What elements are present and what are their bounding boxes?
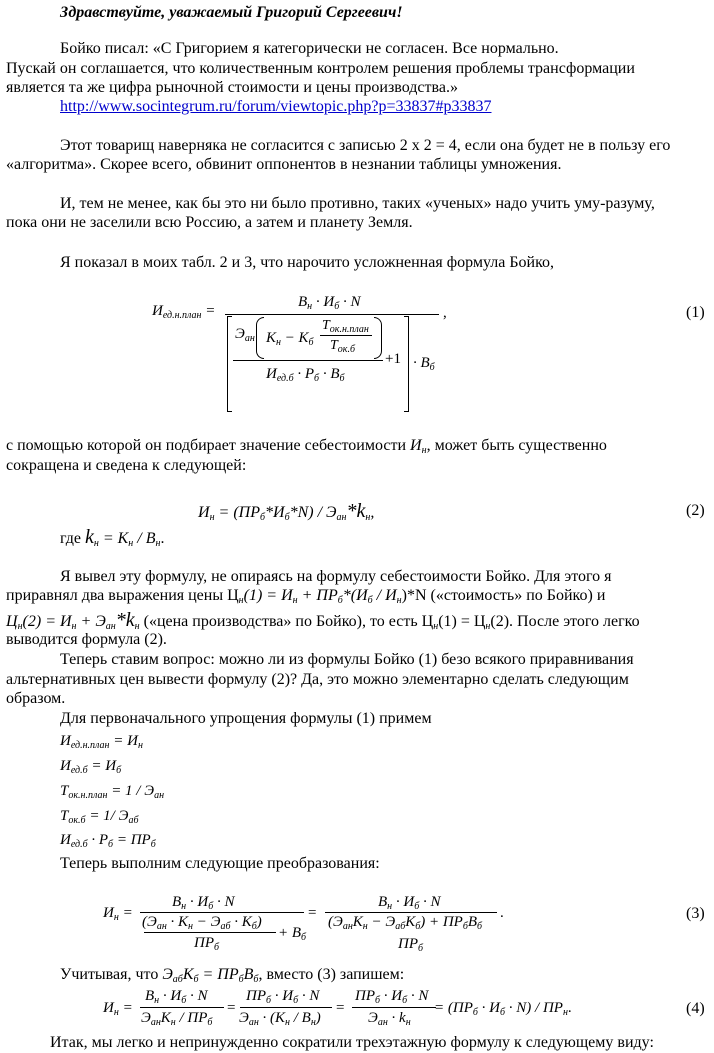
substitution-5: $И_{ед.б} \cdot Р_б = ПР_б$ [60, 832, 156, 850]
para2-line-2: «алгоритма». Скорее всего, обвинит оппонентов в незнании таблицы умножения. [6, 156, 562, 173]
quote-line-3: является та же цифра рыночной стоимости и цены производства.» [6, 79, 458, 96]
substitution-3: $Т_{ок.н.план} = 1 / Э_{ан}$ [60, 783, 165, 801]
para7-line-2: альтернативных цен вывести формулу (2)? Да, это можно элементарно сделать следующим [6, 671, 629, 688]
equation-1-number: (1) [686, 304, 705, 321]
para9: Теперь выполним следующие преобразования: [60, 855, 380, 872]
para3-line-2: пока они не заселили всю Россию, а затем и планету Земля. [6, 214, 413, 231]
para6-line-3: $Ц_н(2) = И_н + Э_{ан}*k_н$ («цена производства» по Бойко), то есть $Ц_н(1) = Ц_н(2)$. После этого легко [6, 609, 640, 632]
equation-2-number: (2) [686, 502, 705, 519]
para6-line-2: приравнял два выражения цены $Ц_н(1) = И_н + ПР_б*(И_б / И_н)*N$ («стоимость» по Бойко) и [6, 587, 606, 606]
equation-4-number: (4) [686, 1000, 705, 1017]
greeting: Здравствуйте, уважаемый Григорий Сергеевич! [60, 4, 403, 21]
substitution-4: $Т_{ок.б} = 1/$ $Э_{аб}$ [60, 808, 139, 826]
equation-2: $И_н = (ПР_б*И_б*N) / Э_{ан}*k_н$, [198, 500, 375, 523]
para2-line-1: Этот товарищ наверняка не согласится с записью 2 х 2 = 4, если она будет не в пользу его [60, 137, 671, 154]
para6-line-1: Я вывел эту формулу, не опираясь на формулу себестоимости Бойко. Для этого я [60, 568, 612, 585]
forum-link[interactable]: http://www.socintegrum.ru/forum/viewtopic.php?p=33837#p33837 [60, 98, 492, 115]
para8: Для первоначального упрощения формулы (1) примем [60, 710, 432, 727]
para3-line-1: И, тем не менее, как бы это ни было противно, таких «ученых» надо учить уму-разуму, [60, 195, 655, 212]
where-line: где $k_н = К_н / В_н$. [60, 526, 165, 549]
para6-line-4: выводится формула (2). [6, 631, 167, 648]
para10: Учитывая, что $Э_{аб}К_б = ПР_бВ_б$, вместо (3) запишем: [60, 966, 405, 985]
document-page: Здравствуйте, уважаемый Григорий Сергеевич! Бойко писал: «С Григорием я категорически не согласен. Все нормально. Пускай он соглашается, что количественным контролем решения проблемы трансформации является та же цифра рыночной стоимости и цены производства.» http://www.socintegrum.ru/forum/viewtopic.php?p=33837#p33837 Этот товарищ наверняка не согласится с записью 2 х 2 = 4, если она будет не в пользу его «алгоритма». Скорее всего, обвинит оппонентов в незнании таблицы умножения. И, тем не менее, как бы это ни было противно, таких «ученых» надо учить уму-разуму, пока они не заселили всю Россию, а затем и планету Земля. Я показал в моих табл. 2 и 3, что нарочито усложненная формула Бойко, $И_{ед.н.план}$ = $В_н \cdot И_б \cdot N$ $Э_{ан}$ $К_н - К_б$ $Т_{ок.н.план}$ $Т_{ок.б}$ $И_{ед.б} \cdot Р_б \cdot В_б$ +1 · $В_б$ , (1) с помощью которой он подбирает значение себестоимости $И_н$, может быть существенно сокращена и сведена к следующей: $И_н = (ПР_б*И_б*N) / Э_{ан}*k_н$, (2) где $k_н = К_н / В_н$. Я вывел эту формулу, не опираясь на формулу себестоимости Бойко. Для этого я приравнял два выражения цены $Ц_н(1) = И_н + ПР_б*(И_б / И_н)*N$ («стоимость» по Бойко) и $Ц_н(2) = И_н + Э_{ан}*k_н$ («цена производства» по Бойко), то есть $Ц_н(1) = Ц_н(2)$. После этого легко выводится формула (2). Теперь ставим вопрос: можно ли из формулы Бойко (1) безо всякого приравнивания альтернативных цен вывести формулу (2)? Да, это можно элементарно сделать следующим образом. Для первоначального упрощения формулы (1) примем $И_{ед.н.план} = И_н$ $И_{ед.б} = И_б$ $Т_{ок.н.план} = 1 / Э_{ан}$ $Т_{ок.б} = 1/$ $Э_{аб}$ $И_{ед.б} \cdot Р_б = ПР_б$ Теперь выполним следующие преобразования: $И_н$ = $В_н \cdot И_б \cdot N$ $(Э_{ан} \cdot К_н - Э_{аб} \cdot К_б)$ $ПР_б$ + $В_б$ = $В_н \cdot И_б \cdot N$ $(Э_{ан}К_н - Э_{аб}К_б) + ПР_бВ_б$ $ПР_б$ . (3) Учитывая, что $Э_{аб}К_б = ПР_бВ_б$, вместо (3) запишем: $И_н$ = $В_н \cdot И_б \cdot N$ $Э_{ан}К_н / ПР_б$ = $ПР_б \cdot И_б \cdot N$ $Э_{ан} \cdot (К_н / В_н)$ = $ПР_б \cdot И_б \cdot N$ $Э_{ан} \cdot k_н$ = $(ПР_б \cdot И_б \cdot N) / ПР_н$. (4) Итак, мы легко и непринужденно сократили трехэтажную формулу к следующему виду: [6, 4, 705, 1051]
para5-line-1: с помощью которой он подбирает значение себестоимости $И_н$, может быть существенно [6, 437, 607, 456]
quote-line-2: Пускай он соглашается, что количественным контролем решения проблемы трансформации [6, 60, 635, 77]
equation-3-number: (3) [686, 905, 705, 922]
substitution-1: $И_{ед.н.план} = И_н$ [60, 733, 143, 751]
para4: Я показал в моих табл. 2 и 3, что нарочито усложненная формула Бойко, [60, 254, 555, 271]
para7-line-3: образом. [6, 690, 66, 707]
substitution-2: $И_{ед.б} = И_б$ [60, 758, 122, 776]
para5-line-2: сокращена и сведена к следующей: [6, 457, 247, 474]
quote-line-1: Бойко писал: «С Григорием я категорически не согласен. Все нормально. [60, 40, 559, 57]
para11: Итак, мы легко и непринужденно сократили трехэтажную формулу к следующему виду: [50, 1034, 654, 1051]
para7-line-1: Теперь ставим вопрос: можно ли из формулы Бойко (1) безо всякого приравнивания [60, 651, 634, 668]
